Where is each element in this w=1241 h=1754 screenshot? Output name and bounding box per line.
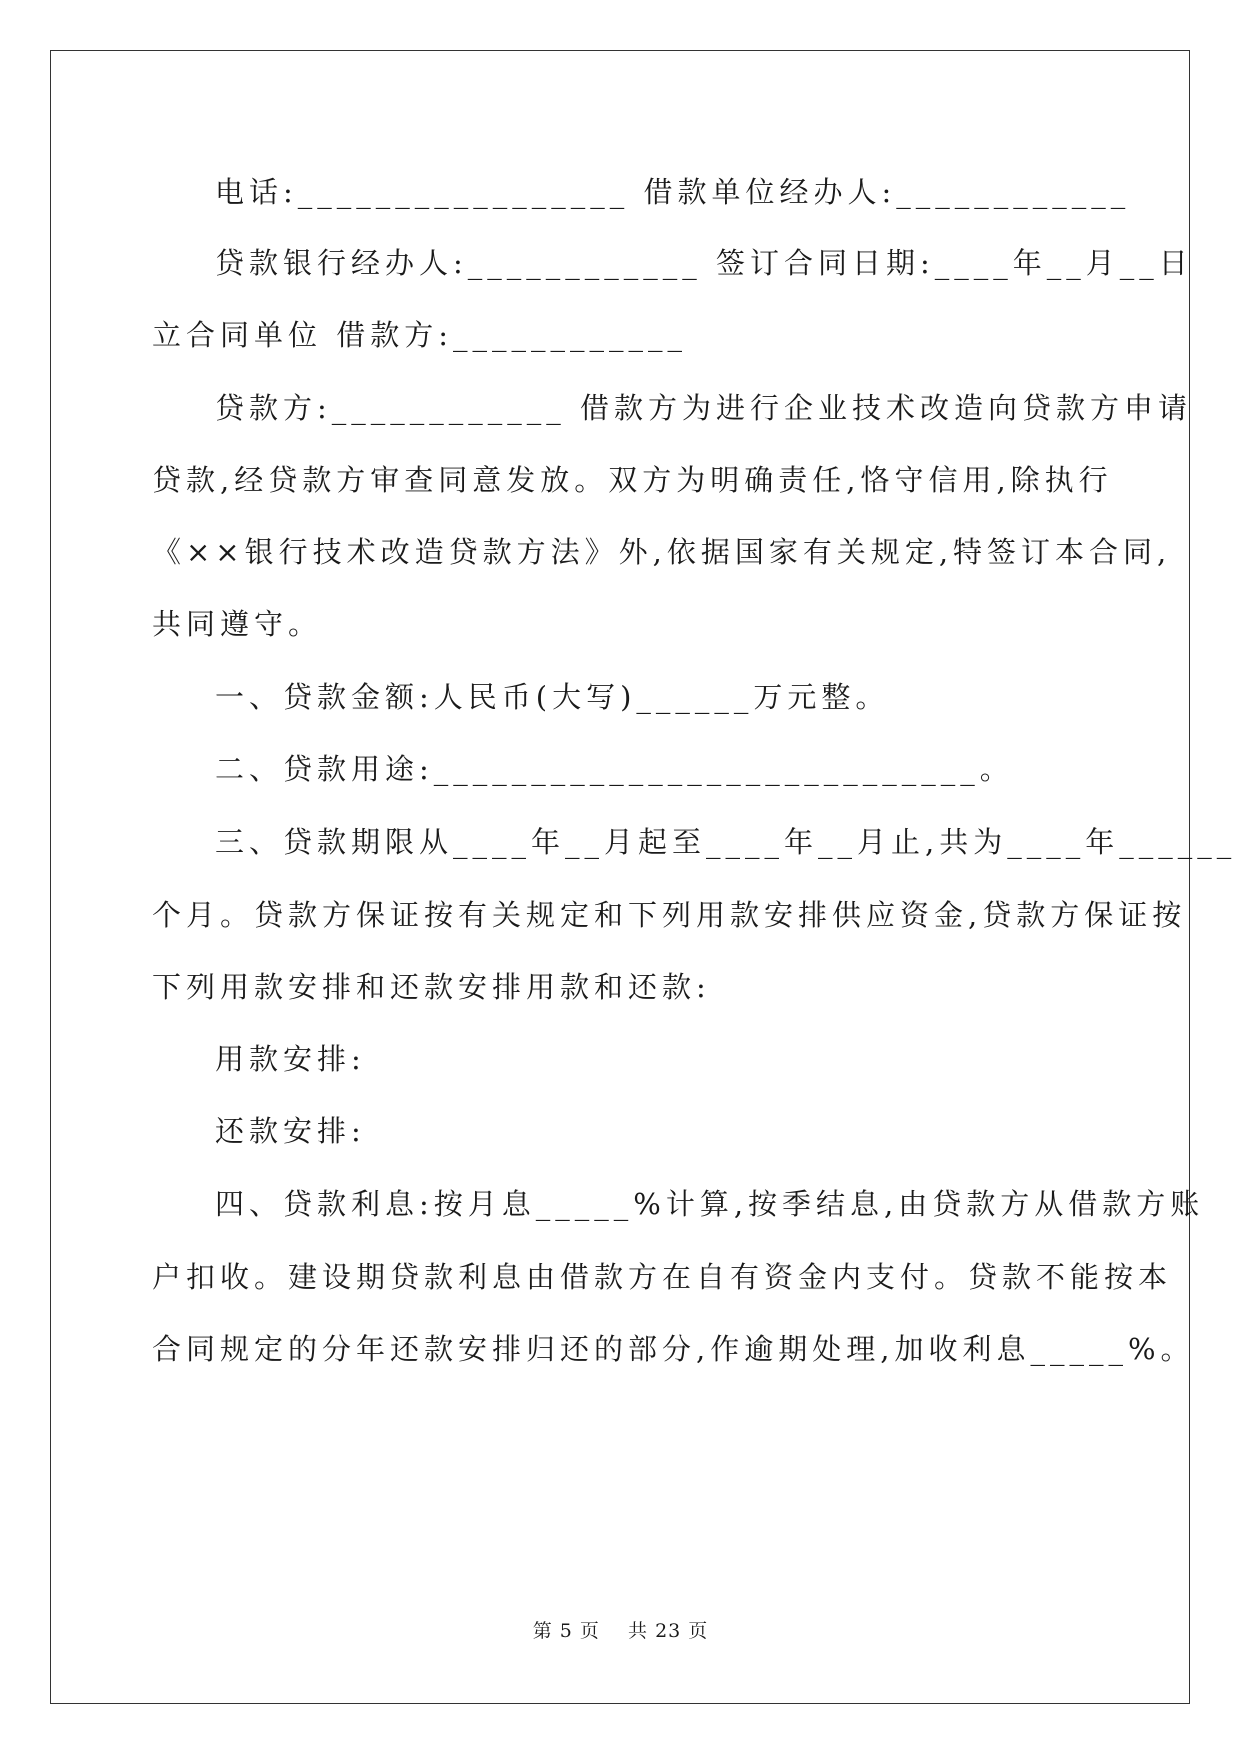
text-line-lender: 贷款方:____________ 借款方为进行企业技术改造向贷款方申请 (215, 391, 1192, 425)
clause-3-term-cont-2: 下列用款安排和还款安排用款和还款: (152, 970, 711, 1004)
clause-4-interest: 四、贷款利息:按月息_____%计算,按季结息,由贷款方从借款方账 (215, 1187, 1205, 1221)
clause-3-term-cont-1: 个月。贷款方保证按有关规定和下列用款安排供应资金,贷款方保证按 (152, 898, 1187, 932)
usage-schedule-label: 用款安排: (215, 1042, 366, 1076)
clause-1-amount: 一、贷款金额:人民币(大写)______万元整。 (215, 680, 890, 714)
text-line-bank-handler-date: 贷款银行经办人:____________ 签订合同日期:____年__月__日 (215, 246, 1193, 280)
text-line-comply: 共同遵守。 (152, 607, 323, 641)
page-number-footer: 第 5 页 共 23 页 (532, 1620, 709, 1642)
text-line-phone-handler: 电话:_________________ 借款单位经办人:____________ (215, 175, 1131, 209)
clause-2-purpose: 二、贷款用途:____________________________。 (215, 752, 1014, 786)
repayment-schedule-label: 还款安排: (215, 1114, 366, 1148)
clause-3-term: 三、贷款期限从____年__月起至____年__月止,共为____年______ (215, 825, 1237, 859)
clause-4-interest-cont-1: 户扣收。建设期贷款利息由借款方在自有资金内支付。贷款不能按本 (152, 1260, 1173, 1294)
page-frame (50, 50, 1237, 1704)
text-line-approval: 贷款,经贷款方审查同意发放。双方为明确责任,恪守信用,除执行 (152, 463, 1113, 497)
clause-4-interest-cont-2: 合同规定的分年还款安排归还的部分,作逾期处理,加收利息_____%。 (152, 1332, 1195, 1366)
text-line-regulations: 《××银行技术改造贷款方法》外,依据国家有关规定,特签订本合同, (152, 535, 1172, 569)
text-line-contract-parties: 立合同单位 借款方:____________ (152, 318, 687, 352)
